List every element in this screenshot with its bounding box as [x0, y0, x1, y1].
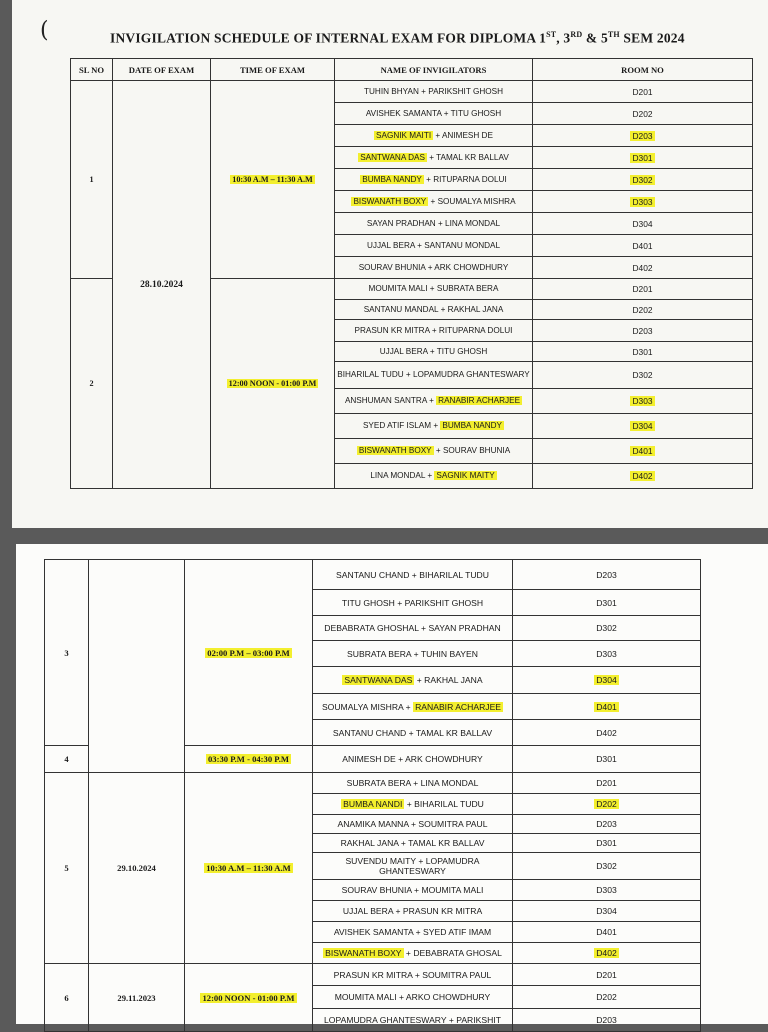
- room-cell: [533, 279, 753, 300]
- name-text: LINA MONDAL +: [370, 471, 435, 480]
- name-text: SAYAN PRADHAN + LINA MONDAL: [366, 218, 501, 228]
- room-number: D302: [632, 370, 653, 380]
- room-number: D301: [632, 346, 653, 357]
- highlighted-name: RANABIR ACHARJEE: [438, 396, 521, 405]
- sl-no-text: 3: [64, 647, 69, 658]
- room-number: D401: [596, 927, 617, 937]
- name-text: SANTANU MANDAL + RAKHAL JANA: [363, 304, 504, 314]
- invigilator-names: [313, 964, 513, 986]
- invigilator-names: [335, 300, 533, 320]
- invigilator-names: [335, 169, 533, 191]
- room-number: D201: [596, 969, 617, 980]
- invigilator-names: [313, 694, 513, 720]
- invigilator-names: [313, 834, 513, 853]
- name-text: UJJAL BERA + TITU GHOSH: [379, 346, 488, 356]
- exam-date-text: 29.11.2023: [117, 992, 156, 1003]
- exam-time: [185, 560, 313, 746]
- room-cell: [533, 342, 753, 362]
- room-number: D402: [596, 727, 617, 738]
- room-cell: [533, 213, 753, 235]
- invigilator-names: [313, 616, 513, 641]
- room-cell: [533, 235, 753, 257]
- room-cell: [533, 257, 753, 279]
- invigilator-names: [313, 560, 513, 590]
- exam-date-text: 28.10.2024: [140, 279, 183, 290]
- handwritten-mark: (: [40, 18, 49, 43]
- invigilator-names: [335, 439, 533, 464]
- room-cell: [513, 815, 701, 834]
- name-text: SANTANU CHAND + TAMAL KR BALLAV: [332, 727, 493, 738]
- table-row: [45, 560, 701, 590]
- invigilator-names: [335, 414, 533, 439]
- room-cell: [533, 103, 753, 125]
- name-text: SOUMALYA MISHRA +: [321, 701, 414, 712]
- room-number: D303: [596, 648, 617, 659]
- room-number: D203: [596, 569, 617, 580]
- header-sl-no: SL NO: [71, 59, 113, 81]
- name-text: RAKHAL JANA + TAMAL KR BALLAV: [340, 838, 485, 848]
- exam-date-text: 29.10.2024: [117, 863, 156, 873]
- room-cell: [513, 773, 701, 794]
- room-number: D202: [596, 799, 617, 809]
- page-title: INVIGILATION SCHEDULE OF INTERNAL EXAM FOR DIPLOMA 1ST, 3RD & 5TH SEM 2024: [110, 30, 685, 46]
- name-text: SOURAV BHUNIA + MOUMITA MALI: [341, 885, 484, 895]
- name-text: UJJAL BERA + PRASUN KR MITRA: [342, 906, 483, 916]
- room-cell: [533, 300, 753, 320]
- name-text: + ANIMESH DE: [433, 130, 493, 140]
- highlighted-name: BISWANATH BOXY: [358, 446, 432, 455]
- name-text: MOUMITA MALI + SUBRATA BERA: [368, 284, 499, 293]
- room-number: D304: [596, 675, 617, 685]
- room-cell: [533, 464, 753, 489]
- room-number: D201: [632, 86, 653, 97]
- name-text: AVISHEK SAMANTA + TITU GHOSH: [365, 108, 502, 118]
- invigilator-names: [313, 667, 513, 694]
- highlighted-name: SANTWANA DAS: [360, 152, 425, 162]
- invigilation-table-1: [70, 58, 753, 489]
- name-text: ANSHUMAN SANTRA +: [344, 396, 437, 405]
- name-text: SUVENDU MAITY + LOPAMUDRA GHANTESWARY: [345, 856, 480, 876]
- name-text: UJJAL BERA + SANTANU MONDAL: [366, 240, 501, 250]
- name-text: TUHIN BHYAN + PARIKSHIT GHOSH: [364, 86, 503, 96]
- schedule-page-1: [12, 0, 768, 528]
- invigilator-names: [313, 986, 513, 1009]
- invigilator-names: [335, 257, 533, 279]
- invigilator-names: [335, 320, 533, 342]
- room-cell: [533, 414, 753, 439]
- exam-time: [185, 773, 313, 964]
- room-cell: [513, 746, 701, 773]
- room-number: D402: [632, 471, 653, 481]
- room-cell: [533, 320, 753, 342]
- invigilator-names: [335, 464, 533, 489]
- room-number: D201: [632, 284, 653, 294]
- invigilator-names: [335, 213, 533, 235]
- name-text: + TAMAL KR BALLAV: [426, 152, 509, 162]
- exam-time-text: 03:30 P.M - 04:30 P.M: [208, 754, 289, 764]
- name-text: + SOUMALYA MISHRA: [428, 196, 516, 206]
- sl-no-text: 6: [64, 992, 69, 1003]
- header-time: TIME OF EXAM: [211, 59, 335, 81]
- invigilator-names: [313, 922, 513, 943]
- highlighted-name: BUMBA NANDI: [343, 799, 403, 809]
- name-text: + RAKHAL JANA: [414, 675, 483, 685]
- exam-date: [89, 964, 185, 1032]
- room-number: D302: [596, 861, 617, 871]
- name-text: AVISHEK SAMANTA + SYED ATIF IMAM: [333, 927, 492, 937]
- highlighted-name: BUMBA NANDY: [362, 174, 422, 184]
- sl-no: [45, 746, 89, 773]
- sl-no: [71, 279, 113, 489]
- sl-no: [45, 964, 89, 1032]
- highlighted-name: BISWANATH BOXY: [325, 948, 402, 958]
- room-number: D201: [596, 778, 617, 788]
- room-cell: [513, 590, 701, 616]
- name-text: SOURAV BHUNIA + ARK CHOWDHURY: [358, 262, 509, 272]
- invigilator-names: [313, 590, 513, 616]
- sl-no-text: 2: [89, 378, 94, 388]
- room-cell: [513, 694, 701, 720]
- room-number: D301: [632, 152, 653, 163]
- room-cell: [513, 880, 701, 901]
- room-number: D301: [596, 597, 617, 608]
- sl-no-text: 5: [64, 863, 69, 873]
- name-text: BIHARILAL TUDU + LOPAMUDRA GHANTESWARY: [337, 370, 530, 379]
- table-row: [71, 81, 753, 103]
- exam-time: [211, 81, 335, 279]
- room-cell: [533, 191, 753, 213]
- invigilator-names: [313, 880, 513, 901]
- name-text: LOPAMUDRA GHANTESWARY + PARIKSHIT: [324, 1015, 501, 1025]
- room-number: D304: [632, 421, 653, 431]
- name-text: + SOURAV BHUNIA: [433, 446, 511, 455]
- room-cell: [513, 794, 701, 815]
- invigilator-names: [313, 641, 513, 667]
- room-cell: [513, 667, 701, 694]
- invigilator-names: [335, 389, 533, 414]
- room-number: D401: [596, 701, 617, 712]
- room-cell: [513, 901, 701, 922]
- name-text: ANIMESH DE + ARK CHOWDHURY: [342, 754, 483, 764]
- invigilator-names: [335, 147, 533, 169]
- room-number: D203: [596, 819, 617, 829]
- room-cell: [513, 1009, 701, 1032]
- room-cell: [533, 81, 753, 103]
- invigilator-names: [313, 773, 513, 794]
- sl-no: [71, 81, 113, 279]
- room-cell: [513, 720, 701, 746]
- exam-time: [185, 746, 313, 773]
- room-cell: [533, 362, 753, 389]
- room-number: D401: [632, 446, 653, 456]
- exam-time: [185, 964, 313, 1032]
- schedule-page-2: [16, 544, 768, 1024]
- room-cell: [513, 560, 701, 590]
- room-cell: [513, 641, 701, 667]
- sl-no: [45, 560, 89, 746]
- header-invigilators: NAME OF INVIGILATORS: [335, 59, 533, 81]
- room-cell: [533, 439, 753, 464]
- room-cell: [513, 986, 701, 1009]
- room-cell: [533, 389, 753, 414]
- table-row: [45, 773, 701, 794]
- highlighted-name: SAGNIK MAITI: [376, 130, 432, 140]
- sl-no-text: 1: [89, 174, 94, 184]
- room-cell: [513, 616, 701, 641]
- room-cell: [533, 169, 753, 191]
- exam-date: [89, 773, 185, 964]
- room-number: D303: [596, 885, 617, 895]
- name-text: PRASUN KR MITRA + RITUPARNA DOLUI: [354, 325, 513, 335]
- sl-no-text: 4: [64, 754, 69, 764]
- name-text: DEBABRATA GHOSHAL + SAYAN PRADHAN: [324, 623, 501, 633]
- room-number: D301: [596, 754, 617, 764]
- invigilator-names: [335, 342, 533, 362]
- name-text: + DEBABRATA GHOSAL: [403, 948, 502, 958]
- room-cell: [533, 147, 753, 169]
- room-cell: [513, 853, 701, 880]
- invigilator-names: [335, 279, 533, 300]
- invigilator-names: [313, 943, 513, 964]
- invigilator-names: [335, 125, 533, 147]
- name-text: SUBRATA BERA + LINA MONDAL: [346, 778, 479, 788]
- room-number: D202: [596, 992, 617, 1002]
- room-number: D304: [596, 906, 617, 916]
- invigilator-names: [335, 103, 533, 125]
- room-number: D202: [632, 304, 653, 315]
- table-row: [45, 964, 701, 986]
- highlighted-name: BUMBA NANDY: [442, 421, 503, 430]
- room-number: D203: [632, 130, 653, 141]
- room-number: D202: [632, 108, 653, 119]
- name-text: SANTANU CHAND + BIHARILAL TUDU: [336, 569, 489, 580]
- room-number: D303: [632, 196, 653, 207]
- invigilator-names: [313, 853, 513, 880]
- name-text: SYED ATIF ISLAM +: [362, 421, 441, 430]
- room-number: D203: [632, 325, 653, 336]
- invigilator-names: [313, 746, 513, 773]
- invigilator-names: [335, 362, 533, 389]
- room-cell: [513, 922, 701, 943]
- room-number: D301: [596, 838, 617, 848]
- room-number: D303: [632, 396, 653, 406]
- room-number: D203: [596, 1015, 617, 1025]
- room-number: D402: [596, 948, 617, 958]
- room-cell: [513, 834, 701, 853]
- exam-time-text: 10:30 A.M – 11:30 A.M: [206, 863, 291, 873]
- exam-time-text: 12:00 NOON - 01:00 P.M: [202, 992, 295, 1003]
- name-text: PRASUN KR MITRA + SOUMITRA PAUL: [333, 969, 492, 980]
- room-number: D302: [632, 174, 653, 185]
- name-text: SUBRATA BERA + TUHIN BAYEN: [347, 648, 478, 659]
- exam-time-text: 12:00 NOON - 01:00 P.M: [228, 378, 317, 388]
- exam-time-text: 02:00 P.M – 03:00 P.M: [207, 647, 290, 658]
- exam-date-blank: [89, 560, 185, 773]
- name-text: ANAMIKA MANNA + SOUMITRA PAUL: [337, 819, 488, 829]
- header-date: DATE OF EXAM: [113, 59, 211, 81]
- name-text: TITU GHOSH + PARIKSHIT GHOSH: [341, 597, 484, 608]
- invigilator-names: [313, 1009, 513, 1032]
- exam-time-text: 10:30 A.M – 11:30 A.M: [232, 174, 313, 184]
- invigilator-names: [335, 235, 533, 257]
- room-cell: [533, 125, 753, 147]
- highlighted-name: SANTWANA DAS: [344, 675, 413, 685]
- invigilator-names: [313, 815, 513, 834]
- highlighted-name: RANABIR ACHARJEE: [415, 701, 502, 712]
- invigilator-names: [313, 720, 513, 746]
- name-text: MOUMITA MALI + ARKO CHOWDHURY: [334, 992, 491, 1002]
- sl-no: [45, 773, 89, 964]
- invigilator-names: [313, 901, 513, 922]
- invigilator-names: [335, 81, 533, 103]
- room-number: D304: [632, 218, 653, 229]
- name-text: + BIHARILAL TUDU: [404, 799, 484, 809]
- invigilator-names: [313, 794, 513, 815]
- room-cell: [513, 964, 701, 986]
- room-number: D402: [632, 262, 653, 273]
- exam-date: [113, 81, 211, 489]
- room-cell: [513, 943, 701, 964]
- room-number: D302: [596, 623, 617, 633]
- exam-time: [211, 279, 335, 489]
- highlighted-name: SAGNIK MAITY: [436, 471, 495, 480]
- invigilator-names: [335, 191, 533, 213]
- header-room: ROOM NO: [533, 59, 753, 81]
- name-text: + RITUPARNA DOLUI: [423, 174, 507, 184]
- highlighted-name: BISWANATH BOXY: [353, 196, 427, 206]
- invigilation-table-2: [44, 559, 701, 1032]
- room-number: D401: [632, 240, 653, 251]
